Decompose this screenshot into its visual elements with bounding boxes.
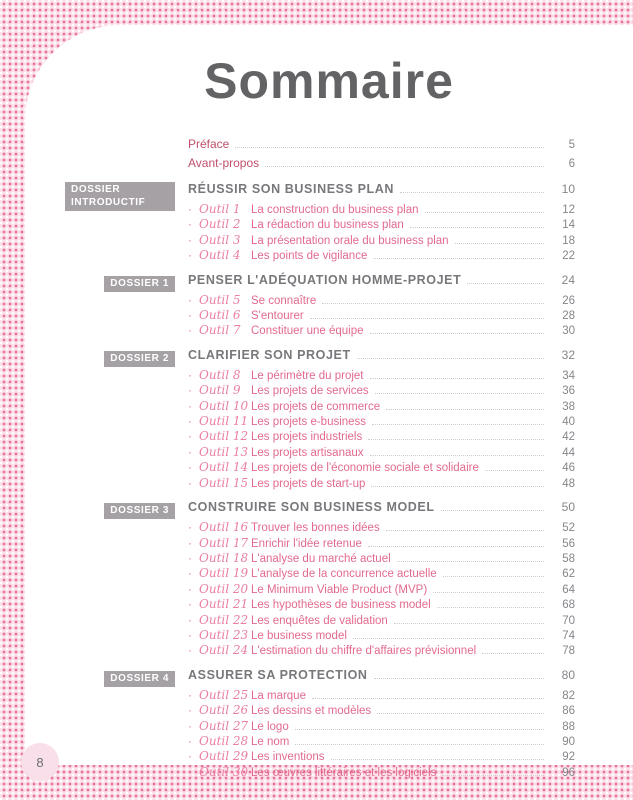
tool-page-number: 82	[562, 689, 575, 702]
tool-leader	[437, 606, 544, 608]
tool-number: Outil 18	[199, 550, 249, 565]
tool-leader	[295, 743, 544, 745]
tool-row	[188, 566, 575, 581]
tool-label: Constituer une équipe	[251, 325, 364, 338]
tool-label: S'entourer	[251, 310, 304, 323]
bullet-icon: ·	[188, 294, 192, 307]
tool-row	[188, 233, 575, 248]
bullet-icon: ·	[188, 735, 192, 748]
section-title: ASSURER SA PROTECTION	[188, 667, 368, 682]
tool-label: L'estimation du chiffre d'affaires prévisionnel	[251, 645, 477, 658]
front-matter-row	[188, 135, 575, 154]
tool-number: Outil 1	[199, 202, 241, 216]
tool-label: Les projets de start-up	[251, 477, 366, 490]
tool-leader	[373, 257, 544, 259]
section-rows	[188, 173, 575, 264]
bullet-icon: ·	[188, 250, 192, 263]
tool-page-number: 68	[562, 599, 575, 612]
tool-row	[188, 597, 575, 612]
tool-leader	[310, 317, 544, 319]
tool-row	[188, 323, 575, 338]
bullet-icon: ·	[188, 614, 192, 627]
bullet-icon: ·	[188, 568, 192, 581]
tool-row	[188, 368, 575, 383]
tool-row	[188, 551, 575, 566]
tool-number: Outil 7	[199, 323, 241, 338]
tool-row	[188, 429, 575, 444]
tool-leader	[370, 377, 544, 379]
tool-row	[188, 414, 575, 429]
tool-number: Outil 27	[199, 718, 249, 733]
dossier-label: DOSSIER 4	[104, 671, 175, 687]
tool-page-number: 62	[562, 568, 575, 581]
tool-page-number: 12	[562, 204, 575, 216]
tool-leader	[312, 697, 544, 699]
tool-label: La construction du business plan	[251, 204, 419, 216]
tool-leader	[386, 529, 544, 531]
tool-page-number: 86	[562, 705, 575, 718]
tool-page-number: 70	[562, 614, 575, 627]
tool-row	[188, 643, 575, 658]
tool-label: Les enquêtes de validation	[251, 614, 388, 627]
tool-number: Outil 26	[199, 703, 249, 718]
table-of-contents	[25, 135, 633, 780]
bullet-icon: ·	[188, 766, 192, 779]
tool-row	[188, 703, 575, 718]
tool-number: Outil 6	[199, 308, 241, 323]
tool-label: Les projets artisanaux	[251, 446, 364, 459]
section-rows	[188, 491, 575, 659]
toc-section	[65, 659, 575, 780]
tool-label: Trouver les bonnes idées	[251, 522, 380, 535]
tool-label: Le périmètre du projet	[251, 369, 364, 382]
tool-page-number: 38	[562, 400, 575, 413]
front-matter-page-number: 5	[568, 139, 575, 151]
section-rows	[188, 659, 575, 780]
tool-label: Les projets de l'économie sociale et solidaire	[251, 462, 479, 475]
content-panel	[25, 25, 633, 779]
section-heading-row	[188, 348, 575, 363]
tool-number: Outil 21	[199, 597, 249, 612]
tool-number: Outil 3	[199, 232, 241, 247]
tool-page-number: 92	[562, 751, 575, 764]
tool-page-number: 52	[562, 522, 575, 535]
tool-label: Les projets de services	[251, 385, 369, 398]
tool-page-number: 56	[562, 537, 575, 550]
tool-row	[188, 688, 575, 703]
tool-number: Outil 13	[199, 444, 249, 459]
bullet-icon: ·	[188, 416, 192, 429]
bullet-icon: ·	[188, 645, 192, 658]
tool-page-number: 30	[562, 325, 575, 338]
dossier-label-cell	[65, 173, 175, 264]
tool-page-number: 28	[562, 310, 575, 323]
page-title: Sommaire	[204, 53, 454, 109]
tool-page-number: 14	[562, 219, 575, 232]
tool-leader	[375, 392, 544, 394]
tool-label: Le nom	[251, 735, 290, 748]
section-rows	[188, 264, 575, 339]
tool-label: Les projets industriels	[251, 431, 363, 444]
tool-number: Outil 29	[199, 749, 249, 764]
tool-label: Les projets e-business	[251, 416, 367, 429]
dossier-label-cell	[65, 659, 175, 780]
tool-row	[188, 536, 575, 551]
tool-page-number: 88	[562, 720, 575, 733]
tool-number: Outil 2	[199, 217, 241, 232]
bullet-icon: ·	[188, 400, 192, 413]
tool-number: Outil 5	[199, 292, 241, 307]
bullet-icon: ·	[188, 720, 192, 733]
tool-leader	[322, 302, 544, 304]
section-leader	[357, 357, 544, 359]
tool-number: Outil 11	[199, 414, 249, 429]
tool-page-number: 58	[562, 552, 575, 565]
tool-label: Les inventions	[251, 751, 325, 764]
tool-row	[188, 520, 575, 535]
section-leader	[374, 677, 544, 679]
tool-row	[188, 476, 575, 491]
bullet-icon: ·	[188, 369, 192, 382]
tool-leader	[353, 637, 544, 639]
tool-leader	[425, 211, 545, 213]
tool-row	[188, 765, 575, 780]
front-matter-leader	[265, 165, 544, 167]
section-page-number: 80	[561, 667, 575, 682]
section-page-number: 24	[561, 272, 575, 287]
section-heading-row	[188, 668, 575, 683]
tool-number: Outil 12	[199, 429, 249, 444]
tool-row	[188, 460, 575, 475]
tool-leader	[455, 242, 544, 244]
tool-number: Outil 14	[199, 460, 249, 475]
section-heading-row	[188, 182, 575, 197]
tool-label: L'analyse de la concurrence actuelle	[251, 568, 437, 581]
tool-row	[188, 202, 575, 217]
tool-leader	[331, 758, 544, 760]
tool-number: Outil 4	[199, 248, 241, 263]
tool-leader	[433, 591, 544, 593]
bullet-icon: ·	[188, 219, 192, 232]
section-heading-row	[188, 500, 575, 515]
front-matter-leader	[235, 146, 544, 148]
bullet-icon: ·	[188, 462, 192, 475]
section-title: CLARIFIER SON PROJET	[188, 347, 351, 362]
bullet-icon: ·	[188, 431, 192, 444]
tool-leader	[371, 485, 544, 487]
dossier-label-cell	[65, 339, 175, 491]
tool-page-number: 46	[562, 462, 575, 475]
tool-label: La rédaction du business plan	[251, 219, 404, 232]
tool-row	[188, 719, 575, 734]
tool-number: Outil 19	[199, 566, 249, 581]
tool-number: Outil 8	[199, 367, 241, 382]
section-leader	[467, 282, 544, 284]
tool-label: La présentation orale du business plan	[251, 234, 449, 247]
tool-page-number: 22	[562, 250, 575, 263]
tool-row	[188, 248, 575, 263]
section-page-number: 32	[561, 347, 575, 362]
tool-page-number: 90	[562, 735, 575, 748]
section-title: CONSTRUIRE SON BUSINESS MODEL	[188, 500, 435, 515]
tool-number: Outil 23	[199, 627, 249, 642]
tool-leader	[394, 622, 544, 624]
tool-page-number: 40	[562, 416, 575, 429]
tool-leader	[442, 774, 544, 776]
tool-number: Outil 22	[199, 612, 249, 627]
tool-number: Outil 17	[199, 535, 249, 550]
tool-row	[188, 383, 575, 398]
bullet-icon: ·	[188, 204, 192, 216]
bullet-icon: ·	[188, 446, 192, 459]
tool-number: Outil 28	[199, 733, 249, 748]
bullet-icon: ·	[188, 599, 192, 612]
bullet-icon: ·	[188, 583, 192, 596]
tool-label: Les hypothèses de business model	[251, 599, 431, 612]
tool-page-number: 26	[562, 294, 575, 307]
tool-label: Le business model	[251, 629, 347, 642]
bullet-icon: ·	[188, 705, 192, 718]
tool-leader	[443, 575, 544, 577]
section-leader	[441, 509, 544, 511]
tool-label: Les œuvres littéraires et les logiciels	[251, 766, 437, 779]
dossier-label: DOSSIER 1	[104, 276, 175, 292]
tool-leader	[410, 226, 544, 228]
tool-row	[188, 628, 575, 643]
front-matter-row	[188, 154, 575, 173]
section-page-number: 50	[561, 500, 575, 515]
bullet-icon: ·	[188, 537, 192, 550]
bullet-icon: ·	[188, 689, 192, 702]
tool-number: Outil 24	[199, 643, 249, 658]
tool-page-number: 44	[562, 446, 575, 459]
tool-row	[188, 582, 575, 597]
tool-label: Les dessins et modèles	[251, 705, 372, 718]
tool-label: Se connaître	[251, 294, 317, 307]
tool-page-number: 78	[562, 645, 575, 658]
page-number-badge	[21, 743, 59, 781]
tool-page-number: 74	[562, 629, 575, 642]
dossier-label-cell	[65, 264, 175, 339]
tool-leader	[372, 423, 544, 425]
tool-leader	[370, 332, 544, 334]
tool-page-number: 96	[562, 766, 575, 779]
tool-page-number: 36	[562, 385, 575, 398]
dossier-label: DOSSIER 2	[104, 351, 175, 367]
front-matter-label: Avant-propos	[188, 156, 260, 170]
toc-section	[65, 339, 575, 491]
front-matter-label: Préface	[188, 137, 230, 151]
tool-number: Outil 20	[199, 581, 249, 596]
toc-section	[65, 173, 575, 264]
tool-row	[188, 399, 575, 414]
bullet-icon: ·	[188, 325, 192, 338]
section-heading-row	[188, 273, 575, 288]
front-matter-page-number: 6	[568, 158, 575, 170]
section-title: PENSER L'ADÉQUATION HOMME-PROJET	[188, 272, 462, 287]
section-title: RÉUSSIR SON BUSINESS PLAN	[188, 182, 395, 196]
tool-number: Outil 10	[199, 398, 249, 413]
bullet-icon: ·	[188, 552, 192, 565]
tool-page-number: 34	[562, 369, 575, 382]
tool-number: Outil 30	[199, 764, 249, 779]
tool-label: La marque	[251, 689, 306, 702]
tool-label: Les points de vigilance	[251, 250, 368, 263]
toc-section	[65, 264, 575, 339]
tool-leader	[397, 560, 544, 562]
tool-row	[188, 445, 575, 460]
dossier-label-cell	[65, 491, 175, 659]
toc-section	[65, 491, 575, 659]
section-leader	[400, 191, 544, 193]
tool-leader	[377, 712, 544, 714]
tool-label: Le logo	[251, 720, 289, 733]
tool-row	[188, 293, 575, 308]
tool-number: Outil 9	[199, 383, 241, 398]
tool-page-number: 42	[562, 431, 575, 444]
tool-leader	[485, 469, 544, 471]
tool-number: Outil 25	[199, 687, 249, 702]
tool-row	[188, 217, 575, 232]
dossier-label: DOSSIER 3	[104, 503, 175, 519]
tool-row	[188, 613, 575, 628]
section-page-number: 10	[561, 182, 575, 196]
dossier-label: DOSSIER INTRODUCTIF	[65, 182, 175, 211]
tool-row	[188, 749, 575, 764]
tool-page-number: 48	[562, 477, 575, 490]
tool-number: Outil 16	[199, 520, 249, 535]
bullet-icon: ·	[188, 522, 192, 535]
tool-leader	[482, 652, 544, 654]
tool-row	[188, 734, 575, 749]
bullet-icon: ·	[188, 629, 192, 642]
bullet-icon: ·	[188, 751, 192, 764]
tool-label: L'analyse du marché actuel	[251, 552, 391, 565]
page-number: 8	[36, 754, 44, 770]
bullet-icon: ·	[188, 477, 192, 490]
tool-label: Le Minimum Viable Product (MVP)	[251, 583, 428, 596]
tool-leader	[295, 728, 544, 730]
tool-number: Outil 15	[199, 475, 249, 490]
tool-leader	[386, 408, 544, 410]
tool-label: Enrichir l'idée retenue	[251, 537, 362, 550]
section-rows	[188, 339, 575, 491]
tool-row	[188, 308, 575, 323]
tool-leader	[370, 454, 544, 456]
bullet-icon: ·	[188, 234, 192, 247]
tool-page-number: 64	[562, 583, 575, 596]
tool-leader	[368, 438, 544, 440]
bullet-icon: ·	[188, 310, 192, 323]
bullet-icon: ·	[188, 385, 192, 398]
tool-leader	[368, 545, 544, 547]
tool-page-number: 18	[562, 234, 575, 247]
tool-label: Les projets de commerce	[251, 400, 381, 413]
